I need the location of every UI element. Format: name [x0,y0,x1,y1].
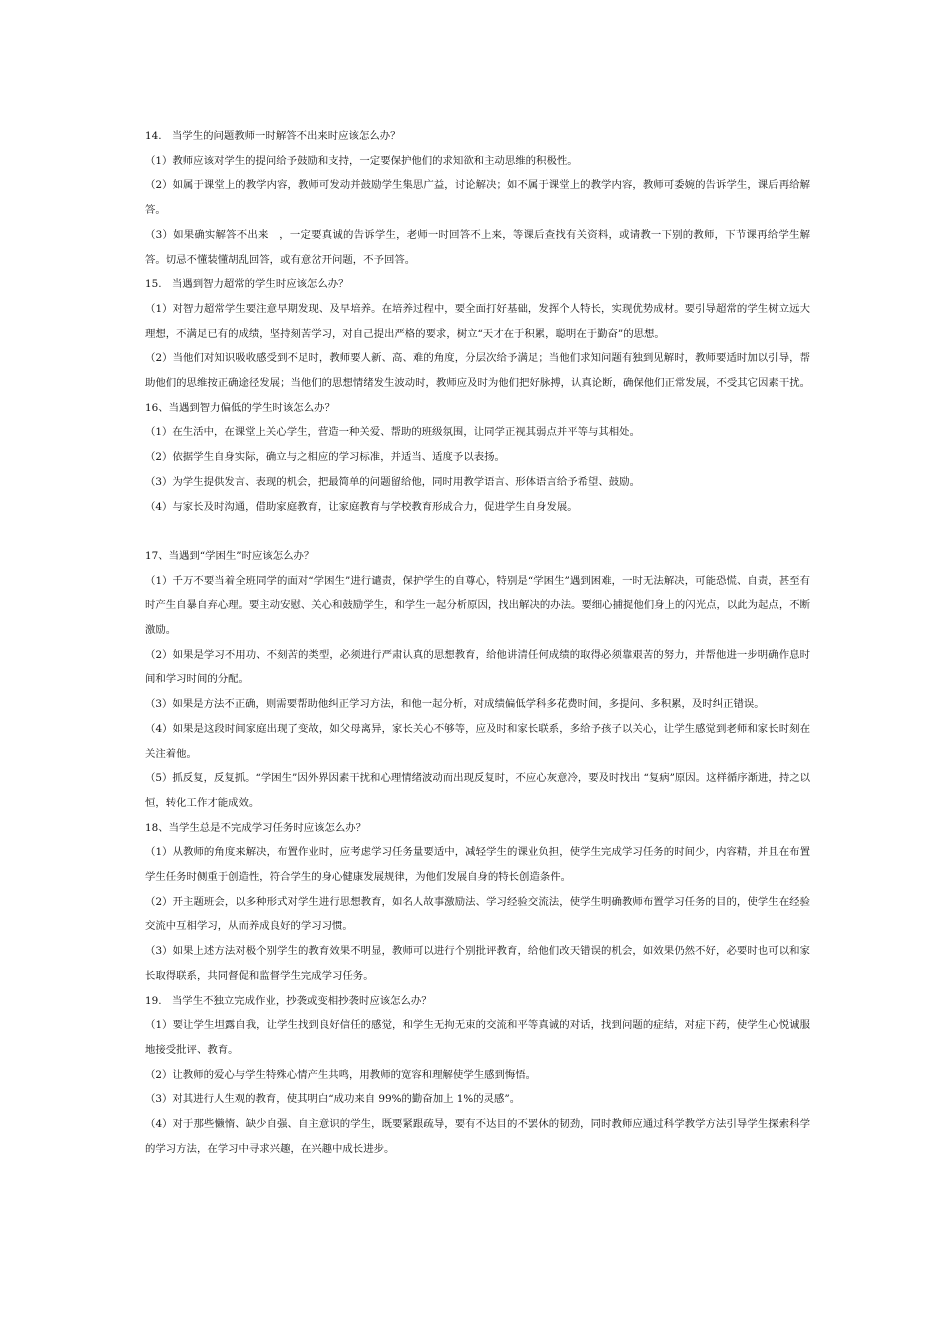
answer-paragraph: （3）如果确实解答不出来 ，一定要真诚的告诉学生，老师一时回答不上来，等课后查找有关资料，或请教一下别的教师，下节课再给学生解答。切忌不懂装懂胡乱回答，或有意岔开问题，不予回答。 [145,228,810,266]
answer-paragraph: （2）当他们对知识吸收感受到不足时，教师要人新、高、难的角度，分层次给予满足；当他们求知问题有独到见解时，教师要适时加以引导，帮助他们的思维按正确途径发展；当他们的思想情绪发生波动时，教师应及时为他们把好脉搏，认真论断，确保他们正常发展，不受其它因素干扰。 [145,352,810,390]
document-body [145,124,810,1162]
answer-paragraph: （2）如属于课堂上的教学内容，教师可发动并鼓励学生集思广益，讨论解决；如不属于课堂上的教学内容，教师可委婉的告诉学生，课后再给解答。 [145,179,810,217]
answer-paragraph: （1）在生活中，在课堂上关心学生，营造一种关爱、帮助的班级氛围，让同学正视其弱点并平等与其相处。 [145,426,640,439]
answer-paragraph: （3）为学生提供发言、表现的机会，把最简单的问题留给他，同时用教学语言、形体语言给予希望、鼓励。 [145,475,640,488]
answer-paragraph: （3）如果上述方法对极个别学生的教育效果不明显，教师可以进行个别批评教育，给他们改天错误的机会，如效果仍然不好，必要时也可以和家长取得联系，共同督促和监督学生完成学习任务。 [145,945,810,982]
question-19-heading: 19. 当学生不独立完成作业，抄袭或变相抄袭时应该怎么办？ [145,994,432,1007]
answer-paragraph: （2）如果是学习不用功、不刻苦的类型，必须进行严肃认真的思想教育，给他讲清任何成绩的取得必须靠艰苦的努力，并帮他进一步明确作息时间和学习时间的分配。 [145,648,810,686]
answer-paragraph: （5）抓反复，反复抓。“学困生”因外界因素干扰和心理情绪波动而出现反复时，不应心灰意冷，要及时找出 “复病”原因。这样循序渐进，持之以恒，转化工作才能成效。 [145,772,810,809]
answer-paragraph: （2）开主题班会，以多种形式对学生进行思想教育，如名人故事激励法、学习经验交流法，使学生明确教师布置学习任务的目的，使学生在经验交流中互相学习，从而养成良好的学习习惯。 [145,895,810,933]
question-15-heading: 15. 当遇到智力超常的学生时应该怎么办？ [145,278,349,291]
answer-paragraph: （1）千万不要当着全班同学的面对“学困生”进行谴责，保护学生的自尊心，特别是“学困生”遇到困难，一时无法解决，可能恐慌、自责，甚至有时产生自暴自弃心理。要主动安慰、关心和鼓励学生，和学生一起分析原因，找出解决的办法。要细心捕捉他们身上的闪光点，以此为起点，不断激励。 [145,574,810,637]
answer-paragraph: （1）从教师的角度来解决，布置作业时，应考虑学习任务量要适中，减轻学生的课业负担，使学生完成学习任务的时间少，内容精，并且在布置学生任务时侧重于创造性，符合学生的身心健康发展规律，为他们发展自身的特长创造条件。 [145,846,810,884]
answer-paragraph: （1）要让学生坦露自我，让学生找到良好信任的感觉，和学生无拘无束的交流和平等真诚的对话，找到问题的症结，对症下药，使学生心悦诚服地接受批评、教育。 [145,1019,810,1056]
answer-paragraph: （4）如果是这段时间家庭出现了变故，如父母离异，家长关心不够等，应及时和家长联系，多给予孩子以关心，让学生感觉到老师和家长时刻在关注着他。 [145,722,810,760]
answer-paragraph: （3）对其进行人生观的教育，使其明白“成功来自 99%的勤奋加上 1%的灵感”。 [145,1093,521,1106]
blank-line [145,519,810,544]
answer-paragraph: （1）对智力超常学生要注意早期发现、及早培养。在培养过程中，要全面打好基础，发挥个人特长，实现优势成材。要引导超常的学生树立远大理想，不满足已有的成绩，坚持刻苦学习，对自己提出严格的要求，树立“天才在于积累，聪明在于勤奋”的思想。 [145,302,810,340]
answer-paragraph: （4）与家长及时沟通，借助家庭教育，让家庭教育与学校教育形成合力，促进学生自身发展。 [145,500,578,513]
answer-paragraph: （2）让教师的爱心与学生特殊心情产生共鸣，用教师的宽容和理解使学生感到悔悟。 [145,1068,537,1081]
question-17-heading: 17、当遇到“学困生”时应该怎么办？ [145,549,315,562]
answer-paragraph: （1）教师应该对学生的提问给予鼓励和支持，一定要保护他们的求知欲和主动思维的积极性。 [145,154,578,167]
question-16-heading: 16、当遇到智力偏低的学生时该怎么办？ [145,401,335,414]
answer-paragraph: （3）如果是方法不正确，则需要帮助他纠正学习方法，和他一起分析，对成绩偏低学科多花费时间，多提问、多积累，及时纠正错误。 [145,698,765,711]
answer-paragraph: （4）对于那些懒惰、缺少自强、自主意识的学生，既要紧跟疏导，要有不达目的不罢休的韧劲，同时教师应通过科学教学方法引导学生探索科学的学习方法，在学习中寻求兴趣，在兴趣中成长进步。 [145,1118,810,1155]
question-18-heading: 18、当学生总是不完成学习任务时应该怎么办？ [145,821,367,834]
answer-paragraph: （2）依据学生自身实际，确立与之相应的学习标准，并适当、适度予以表扬。 [145,451,505,464]
question-14-heading: 14. 当学生的问题教师一时解答不出来时应该怎么办？ [145,130,401,142]
